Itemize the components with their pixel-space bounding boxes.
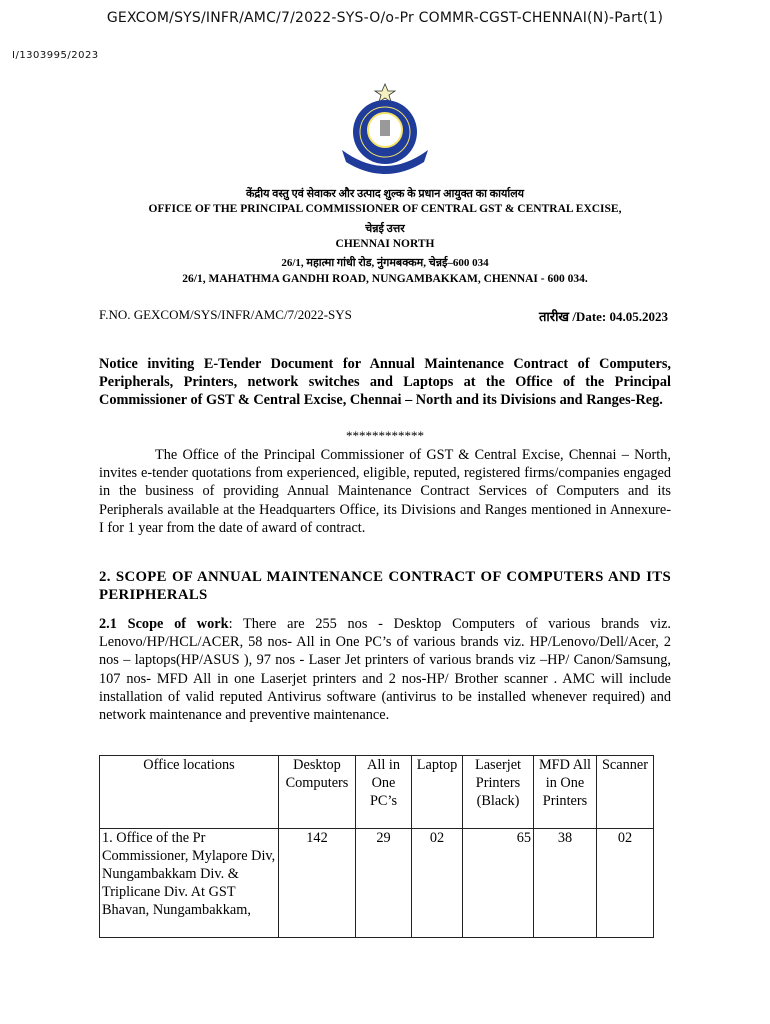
col-header-laptop: Laptop <box>412 756 463 829</box>
city: CHENNAI NORTH <box>335 238 435 250</box>
hindi-city: चेन्नई उत्तर <box>365 223 405 235</box>
section-2-heading: 2. SCOPE OF ANNUAL MAINTENANCE CONTRACT OF COMPUTERS AND ITS PERIPHERALS <box>99 569 671 604</box>
office-name: OFFICE OF THE PRINCIPAL COMMISSIONER OF CENTRAL GST & CENTRAL EXCISE, <box>148 203 622 215</box>
scope-label: 2.1 Scope of work <box>99 616 229 632</box>
col-header-mfd: MFD All in One Printers <box>534 756 597 829</box>
col-header-desktop: Desktop Computers <box>279 756 356 829</box>
col-header-all-in-one: All in One PC’s <box>356 756 412 829</box>
cell-laptop: 02 <box>412 829 463 938</box>
col-header-laserjet: Laserjet Printers (Black) <box>463 756 534 829</box>
separator-stars: ************ <box>346 428 424 443</box>
scope-text: : There are 255 nos - Desktop Computers of various brands viz. Lenovo/HP/HCL/ACER, 58 nos- All in One PC’s of various brands viz. HP/Lenovo/Dell/Acer, 2 nos – laptops(HP/ASUS ), 97 nos - Laser Jet printers of various brands viz –HP/ Canon/Samsung, 107 nos- MFD All in one Laserjet printers and 2 nos-HP/ Brother scanner . AMC will include installation of valid reputed Antivirus software (antivirus to be installed whenever required) and network maintenance and preventive maintenance. <box>99 616 671 724</box>
cell-scanner: 02 <box>597 829 654 938</box>
cell-mfd: 38 <box>534 829 597 938</box>
address: 26/1, MAHATHMA GANDHI ROAD, NUNGAMBAKKAM, CHENNAI - 600 034. <box>182 273 588 285</box>
hindi-address: 26/1, महात्मा गांधी रोड, नुंगमबक्कम, चेन्नई–600 034 <box>281 257 489 269</box>
document-number: I/1303995/2023 <box>12 50 99 61</box>
cell-desktop: 142 <box>279 829 356 938</box>
cell-laserjet: 65 <box>463 829 534 938</box>
table-row <box>100 829 654 938</box>
col-header-office-locations: Office locations <box>100 756 279 829</box>
cell-office-location: 1. Office of the Pr Commissioner, Mylapore Div, Nungambakkam Div. & Triplicane Div. At GST Bhavan, Nungambakkam, <box>100 829 279 938</box>
cbic-emblem-logo <box>330 82 440 178</box>
hindi-office-name: केंद्रीय वस्तु एवं सेवाकर और उत्पाद शुल्क के प्रधान आयुक्त का कार्यालय <box>245 188 525 200</box>
notice-title: Notice inviting E-Tender Document for Annual Maintenance Contract of Computers, Peripherals, Printers, network switches and Laptops at the Office of the Principal Commissioner of GST & Central Excise, Chennai – North and its Divisions and Ranges-Reg. <box>99 356 671 409</box>
date-value: 04.05.2023 <box>609 309 668 324</box>
date <box>539 307 668 325</box>
intro-paragraph: The Office of the Principal Commissioner of GST & Central Excise, Chennai – North, invites e-tender quotations from experienced, eligible, reputed, registered firms/companies engaged in the business of providing Annual Maintenance Contract Services of Computers and its Peripherals available at the Headquarters Office, its Divisions and Ranges mentioned in Annexure- I for 1 year from the date of award of contract. <box>99 447 671 536</box>
scope-paragraph <box>99 615 671 724</box>
equipment-table <box>99 755 654 938</box>
cell-all-in-one: 29 <box>356 829 412 938</box>
col-header-scanner: Scanner <box>597 756 654 829</box>
date-label: तारीख /Date: <box>538 309 607 324</box>
table-header-row <box>100 756 654 829</box>
file-reference-header: GEXCOM/SYS/INFR/AMC/7/2022-SYS-O/o-Pr COMMR-CGST-CHENNAI(N)-Part(1) <box>106 10 664 26</box>
file-number: F.NO. GEXCOM/SYS/INFR/AMC/7/2022-SYS <box>99 307 352 322</box>
